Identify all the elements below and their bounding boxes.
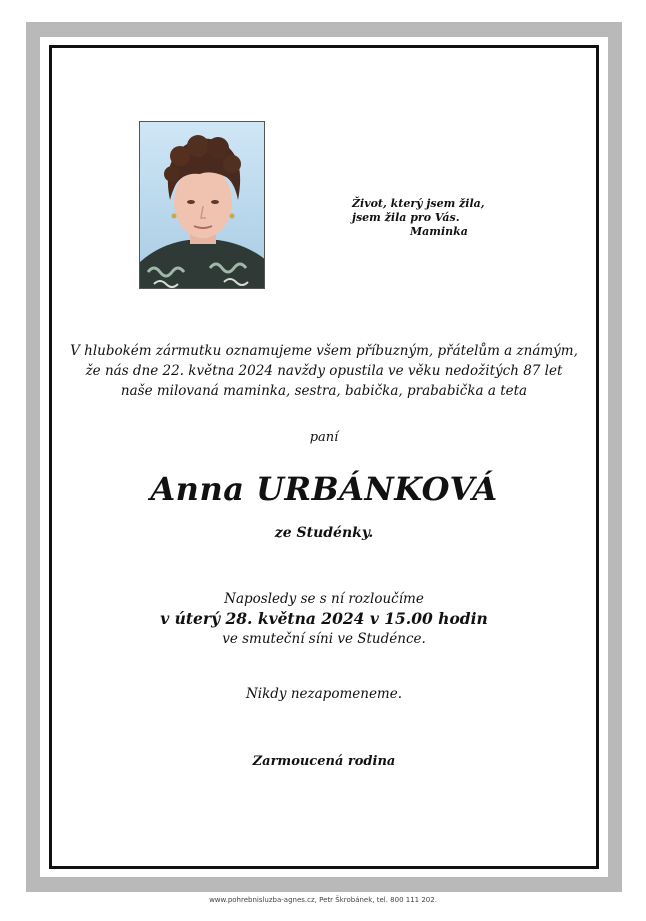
funeral-details — [60, 589, 588, 649]
motto-line-1: Život, který jsem žila, — [352, 197, 485, 210]
announcement-text — [60, 341, 588, 401]
portrait-photo — [139, 121, 265, 289]
farewell-line-1: Naposledy se s ní rozloučíme — [224, 591, 424, 607]
intro-line-3: naše milovaná maminka, sestra, babička, prababička a teta — [120, 383, 528, 399]
deceased-name: Anna URBÁNKOVÁ — [150, 470, 498, 508]
farewell-location: ve smuteční síni ve Studénce. — [222, 631, 426, 647]
motto-quote — [352, 197, 532, 239]
honorific: paní — [309, 430, 339, 445]
inner-black-frame — [49, 45, 599, 869]
motto-line-2: jsem žila pro Vás. — [352, 211, 460, 224]
intro-line-2: že nás dne 22. května 2024 navždy opustila ve věku nedožitých 87 let — [85, 363, 563, 379]
farewell-date-time: v úterý 28. května 2024 v 15.00 hodin — [160, 609, 488, 628]
footer-contact: www.pohrebnisluzba-agnes.cz, Petr Škrobánek, tel. 800 111 202. — [209, 896, 437, 904]
deceased-origin: ze Studénky. — [274, 525, 374, 541]
motto-signature: Maminka — [410, 225, 468, 238]
intro-line-1: V hlubokém zármutku oznamujeme všem příbuzným, přátelům a známým, — [70, 343, 578, 359]
family-signature: Zarmoucená rodina — [252, 754, 396, 769]
never-forget-text: Nikdy nezapomeneme. — [245, 686, 403, 702]
